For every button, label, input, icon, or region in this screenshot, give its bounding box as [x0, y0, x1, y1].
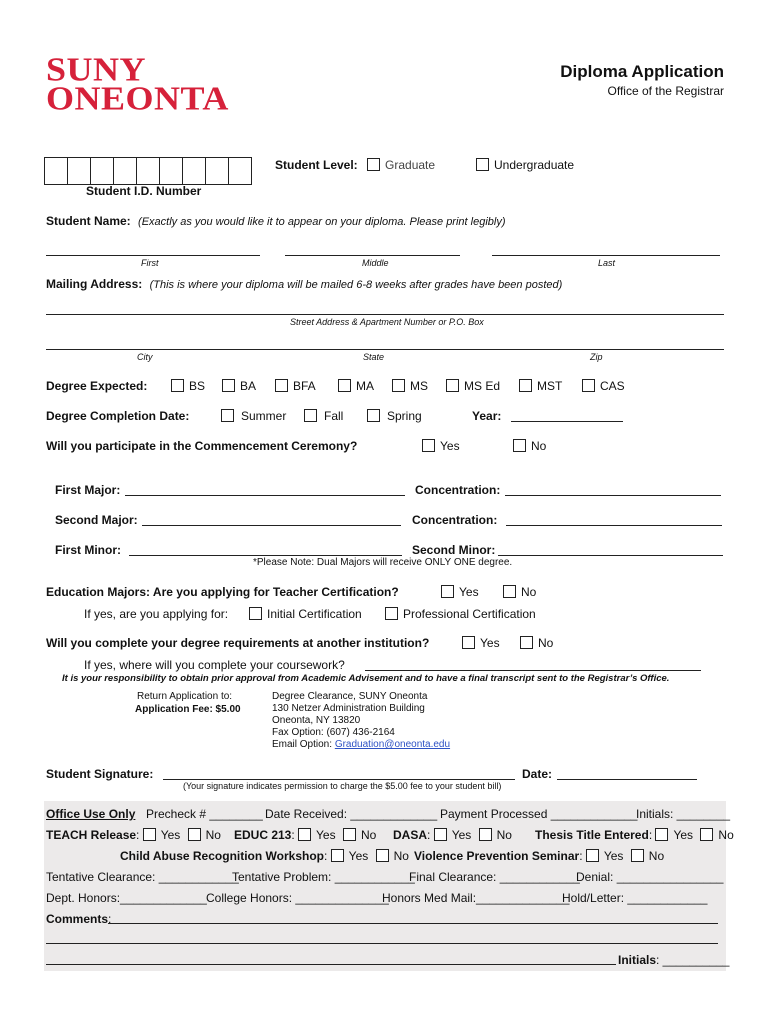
id-digit-box[interactable] [206, 158, 229, 184]
other-institution-label: Will you complete your degree requirements at another institution? [46, 636, 430, 650]
summer-label: Summer [241, 409, 287, 423]
other-institution-no-checkbox[interactable] [520, 636, 533, 649]
teach-release-label: TEACH Release [46, 828, 137, 842]
degree-bfa [275, 379, 316, 393]
concentration1-label: Concentration: [415, 483, 501, 497]
educ213-row: EDUC 213: Yes No [234, 828, 377, 842]
commencement-yes-checkbox[interactable] [422, 439, 435, 452]
other-institution-no-label: No [538, 636, 554, 650]
suny-oneonta-logo [46, 50, 229, 118]
date-received-field[interactable]: Date Received: _____________ [265, 807, 438, 821]
city-state-zip-field[interactable] [46, 349, 724, 350]
form-subtitle: Office of the Registrar [607, 84, 724, 98]
education-yes-label: Yes [459, 585, 479, 599]
thesis-yes-label: Yes [673, 828, 694, 842]
child-abuse-yes-label: Yes [348, 849, 369, 863]
signature-field[interactable] [163, 779, 515, 780]
professional-cert-option [385, 607, 536, 621]
graduate-label: Graduate [385, 158, 436, 172]
student-name-label: Student Name: [46, 214, 131, 228]
mailing-address-row [46, 277, 562, 291]
first-major-field[interactable] [125, 495, 405, 496]
thesis-no-checkbox[interactable] [700, 828, 713, 841]
education-no-label: No [521, 585, 537, 599]
degree-ba [222, 379, 256, 393]
mst-checkbox[interactable] [519, 379, 532, 392]
thesis-label: Thesis Title Entered [535, 828, 649, 842]
id-digit-box[interactable] [160, 158, 183, 184]
comments-label: Comments [46, 912, 109, 926]
hold-letter-field[interactable]: Hold/Letter: ____________ [562, 891, 708, 905]
form-title: Diploma Application [560, 62, 724, 81]
education-no [503, 585, 536, 599]
responsibility-warning: It is your responsibility to obtain prior approval from Academic Advisement and to have a final transcript sent to the Registrar’s Office. [62, 673, 670, 684]
year-label: Year: [472, 409, 502, 423]
cas-label: CAS [600, 379, 625, 393]
return-line3: Oneonta, NY 13820 [272, 715, 361, 726]
initial-cert-label: Initial Certification [267, 607, 362, 621]
dasa-label: DASA [393, 828, 428, 842]
dasa-yes-checkbox[interactable] [434, 828, 447, 841]
other-institution-yes [462, 636, 500, 650]
first-minor-field[interactable] [129, 555, 402, 556]
undergraduate-option [476, 158, 574, 172]
second-minor-field[interactable] [498, 555, 723, 556]
student-id-boxes[interactable] [44, 157, 252, 185]
second-minor-label: Second Minor: [412, 543, 496, 557]
application-fee: Application Fee: $5.00 [135, 704, 241, 715]
teach-release-row: TEACH Release: Yes No [46, 828, 221, 842]
bfa-label: BFA [293, 379, 316, 393]
summer-checkbox[interactable] [221, 409, 234, 422]
id-digit-box[interactable] [183, 158, 206, 184]
other-institution-yes-checkbox[interactable] [462, 636, 475, 649]
violence-no-checkbox[interactable] [631, 849, 644, 862]
middle-name-field[interactable] [285, 255, 460, 256]
student-name-note: (Exactly as you would like it to appear on your diploma. Please print legibly) [138, 216, 506, 228]
degree-expected-label: Degree Expected: [46, 379, 148, 393]
precheck-field[interactable]: Precheck # ________ [146, 807, 263, 821]
student-level-row [275, 158, 435, 172]
date-label: Date: [522, 767, 553, 781]
year-field[interactable] [511, 421, 623, 422]
other-institution-yes-label: Yes [480, 636, 500, 650]
first-major-label: First Major: [55, 483, 121, 497]
msed-checkbox[interactable] [446, 379, 459, 392]
spring-option [367, 409, 422, 423]
coursework-where-label: If yes, where will you complete your coursework? [84, 658, 345, 672]
state-caption: State [363, 352, 385, 362]
ba-checkbox[interactable] [222, 379, 235, 392]
signature-note: (Your signature indicates permission to charge the $5.00 fee to your student bill) [183, 781, 502, 791]
comments-field-3[interactable] [46, 964, 616, 965]
msed-label: MS Ed [464, 379, 501, 393]
mailing-address-note: (This is where your diploma will be mailed 6-8 weeks after grades have been posted) [149, 279, 563, 291]
educ-yes-checkbox[interactable] [298, 828, 311, 841]
initials2-label: Initials [618, 953, 657, 967]
second-major-label: Second Major: [55, 513, 138, 527]
child-abuse-yes-checkbox[interactable] [331, 849, 344, 862]
violence-no-label: No [648, 849, 665, 863]
dual-major-note: *Please Note: Dual Majors will receive ONLY ONE degree. [253, 557, 513, 568]
last-caption: Last [598, 258, 616, 268]
ba-label: BA [240, 379, 257, 393]
office-use-title: Office Use Only [46, 807, 136, 821]
child-abuse-label: Child Abuse Recognition Workshop [120, 849, 324, 863]
child-abuse-no-label: No [393, 849, 409, 863]
graduate-checkbox[interactable] [367, 158, 380, 171]
teach-no-checkbox[interactable] [188, 828, 201, 841]
commencement-yes-label: Yes [440, 439, 460, 453]
tentative-problem-field[interactable]: Tentative Problem: ____________ [232, 870, 415, 884]
violence-row: Violence Prevention Seminar: Yes No [414, 849, 665, 863]
return-line1: Degree Clearance, SUNY Oneonta [272, 691, 428, 702]
thesis-no-label: No [718, 828, 734, 842]
degree-mst [519, 379, 562, 393]
id-digit-box[interactable] [137, 158, 160, 184]
graduation-email-link[interactable]: Graduation@oneonta.edu [334, 739, 451, 750]
student-name-row [46, 214, 506, 228]
ma-label: MA [356, 379, 374, 393]
middle-caption: Middle [362, 258, 389, 268]
summer-option [221, 409, 286, 423]
ms-checkbox[interactable] [392, 379, 405, 392]
degree-ms [392, 379, 428, 393]
dasa-yes-label: Yes [451, 828, 472, 842]
fall-checkbox[interactable] [304, 409, 317, 422]
commencement-no-checkbox[interactable] [513, 439, 526, 452]
thesis-row: Thesis Title Entered: Yes No [535, 828, 734, 842]
completion-date-label: Degree Completion Date: [46, 409, 190, 423]
honors-med-mail-field[interactable]: Honors Med Mail:______________ [382, 891, 570, 905]
last-name-field[interactable] [492, 255, 720, 256]
degree-msed [446, 379, 500, 393]
dasa-row: DASA: Yes No [393, 828, 512, 842]
fall-option [304, 409, 343, 423]
commencement-no-label: No [531, 439, 547, 453]
student-level-label: Student Level: [275, 158, 358, 172]
child-abuse-no-checkbox[interactable] [376, 849, 389, 862]
college-honors-field[interactable]: College Honors: ______________ [206, 891, 389, 905]
educ-no-checkbox[interactable] [343, 828, 356, 841]
initials-field[interactable]: Initials: ________ [636, 807, 731, 821]
degree-ma [338, 379, 374, 393]
office-use-panel [44, 801, 726, 971]
education-no-checkbox[interactable] [503, 585, 516, 598]
return-line2: 130 Netzer Administration Building [272, 703, 425, 714]
zip-caption: Zip [590, 352, 603, 362]
mst-label: MST [537, 379, 563, 393]
thesis-yes-checkbox[interactable] [655, 828, 668, 841]
education-yes-checkbox[interactable] [441, 585, 454, 598]
id-digit-box[interactable] [68, 158, 91, 184]
violence-yes-checkbox[interactable] [586, 849, 599, 862]
coursework-where-field[interactable] [365, 670, 701, 671]
street-address-field[interactable] [46, 314, 724, 315]
teach-yes-checkbox[interactable] [143, 828, 156, 841]
cas-checkbox[interactable] [582, 379, 595, 392]
ma-checkbox[interactable] [338, 379, 351, 392]
first-name-field[interactable] [46, 255, 260, 256]
dept-honors-field[interactable]: Dept. Honors:_____________ [46, 891, 207, 905]
concentration2-label: Concentration: [412, 513, 498, 527]
dasa-no-checkbox[interactable] [479, 828, 492, 841]
commencement-label: Will you participate in the Commencement Ceremony? [46, 439, 358, 453]
other-institution-no [520, 636, 553, 650]
id-digit-box[interactable] [45, 158, 68, 184]
mailing-address-label: Mailing Address: [46, 277, 143, 291]
street-caption: Street Address & Apartment Number or P.O. Box [290, 317, 484, 327]
return-line4: Fax Option: (607) 436-2164 [272, 727, 395, 738]
fall-label: Fall [324, 409, 344, 423]
id-digit-box[interactable] [229, 158, 251, 184]
undergraduate-checkbox[interactable] [476, 158, 489, 171]
education-yes [441, 585, 479, 599]
first-caption: First [141, 258, 159, 268]
spring-checkbox[interactable] [367, 409, 380, 422]
concentration1-field[interactable] [505, 495, 721, 496]
comments-field-1[interactable] [108, 923, 718, 924]
professional-cert-label: Professional Certification [403, 607, 536, 621]
logo-line1: SUNY [46, 50, 147, 89]
bs-label: BS [189, 379, 206, 393]
id-digit-box[interactable] [91, 158, 114, 184]
dasa-no-label: No [496, 828, 512, 842]
degree-bs [171, 379, 205, 393]
child-abuse-row: Child Abuse Recognition Workshop: Yes No [120, 849, 409, 863]
educ-yes-label: Yes [316, 828, 336, 842]
student-signature-label: Student Signature: [46, 767, 154, 781]
payment-processed-field[interactable]: Payment Processed _____________ [440, 807, 638, 821]
comments-row: Comments: [46, 912, 112, 926]
violence-label: Violence Prevention Seminar [414, 849, 580, 863]
city-caption: City [137, 352, 153, 362]
applying-for-label: If yes, are you applying for: [84, 607, 229, 621]
comments-field-2[interactable] [46, 943, 718, 944]
return-address [272, 691, 450, 751]
education-label: Education Majors: Are you applying for Teacher Certification? [46, 585, 399, 599]
professional-cert-checkbox[interactable] [385, 607, 398, 620]
logo-line2: ONEONTA [46, 79, 229, 118]
commencement-no [513, 439, 546, 453]
initial-cert-checkbox[interactable] [249, 607, 262, 620]
educ-no-label: No [360, 828, 377, 842]
email-option-label: Email Option: [272, 739, 335, 750]
first-minor-label: First Minor: [55, 543, 121, 557]
tentative-clearance-field[interactable]: Tentative Clearance: ____________ [46, 870, 239, 884]
id-digit-box[interactable] [114, 158, 137, 184]
undergraduate-label: Undergraduate [494, 158, 575, 172]
initials2-blank[interactable]: : __________ [656, 953, 730, 967]
bfa-checkbox[interactable] [275, 379, 288, 392]
student-id-label: Student I.D. Number [86, 184, 202, 198]
ms-label: MS [410, 379, 428, 393]
bs-checkbox[interactable] [171, 379, 184, 392]
commencement-yes [422, 439, 460, 453]
denial-field[interactable]: Denial: ________________ [576, 870, 724, 884]
teach-yes-label: Yes [160, 828, 181, 842]
initial-cert-option [249, 607, 362, 621]
concentration2-field[interactable] [506, 525, 722, 526]
teach-no-label: No [205, 828, 221, 842]
signature-date-field[interactable] [557, 779, 697, 780]
educ213-label: EDUC 213 [234, 828, 292, 842]
initials-row-2 [618, 953, 729, 967]
final-clearance-field[interactable]: Final Clearance: ____________ [409, 870, 580, 884]
spring-label: Spring [387, 409, 422, 423]
second-major-field[interactable] [142, 525, 401, 526]
office-row-1 [46, 807, 135, 821]
violence-yes-label: Yes [603, 849, 624, 863]
degree-cas [582, 379, 625, 393]
return-label: Return Application to: [137, 691, 233, 702]
